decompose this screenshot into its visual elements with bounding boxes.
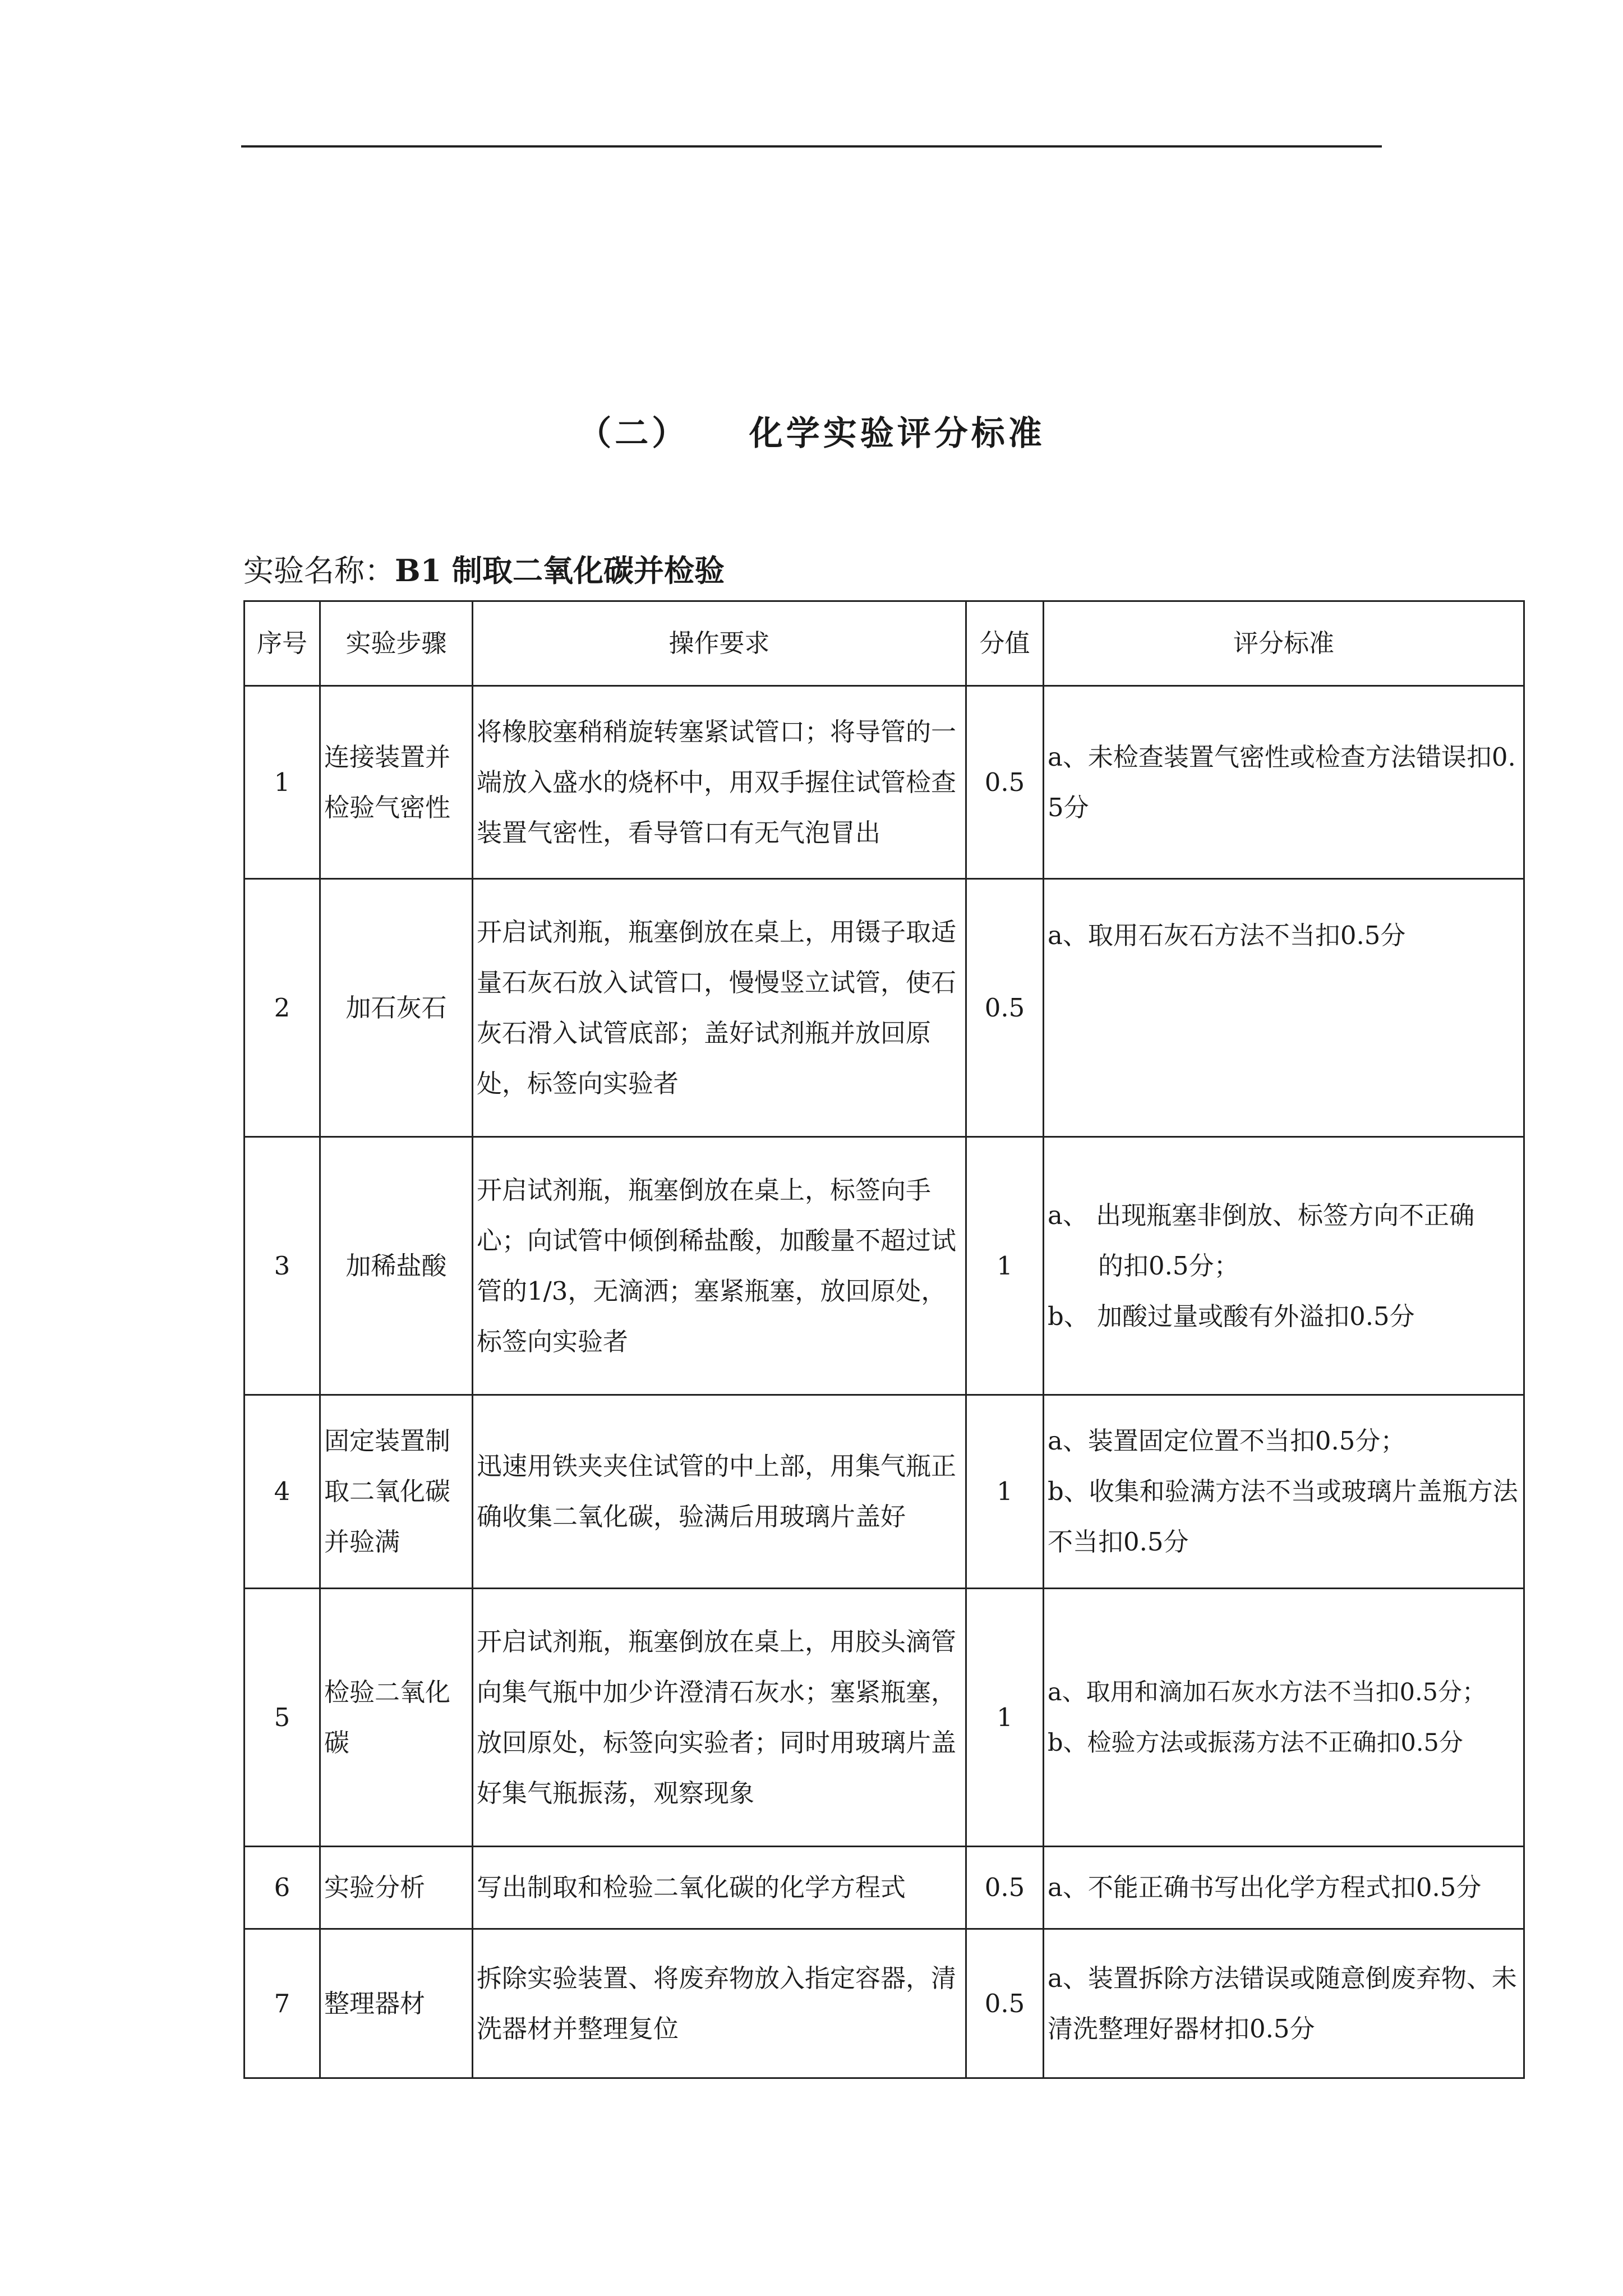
experiment-name-line [243, 547, 725, 590]
row-points: 0.5 [966, 1929, 1044, 2078]
row-criteria [1044, 1395, 1524, 1589]
criteria-line: a、装置固定位置不当扣0.5分； [1048, 1426, 1406, 1456]
row-requirement: 拆除实验装置、将废弃物放入指定容器，清洗器材并整理复位 [473, 1929, 966, 2078]
row-step: 固定装置制取二氧化碳并验满 [320, 1395, 473, 1589]
row-criteria [1044, 1589, 1524, 1847]
criteria-line: a、取用和滴加石灰水方法不当扣0.5分； [1048, 1678, 1487, 1706]
row-points: 0.5 [966, 686, 1044, 879]
table-row [245, 1589, 1524, 1847]
criteria-line: a、未检查装置气密性或检查方法错误扣0.5分 [1048, 742, 1516, 822]
row-requirement: 将橡胶塞稍稍旋转塞紧试管口；将导管的一端放入盛水的烧杯中，用双手握住试管检查装置气密性，看导管口有无气泡冒出 [473, 686, 966, 879]
row-step: 加稀盐酸 [320, 1137, 473, 1395]
row-points: 0.5 [966, 1847, 1044, 1929]
table-row [245, 1847, 1524, 1929]
row-seq: 5 [245, 1589, 320, 1847]
row-seq: 3 [245, 1137, 320, 1395]
criteria-line: b、 加酸过量或酸有外溢扣0.5分 [1048, 1301, 1415, 1331]
row-criteria [1044, 879, 1524, 1137]
header-seq: 序号 [245, 601, 320, 686]
criteria-line: b、收集和验满方法不当或玻璃片盖瓶方法不当扣0.5分 [1048, 1476, 1518, 1557]
row-requirement: 开启试剂瓶，瓶塞倒放在桌上，用胶头滴管向集气瓶中加少许澄清石灰水；塞紧瓶塞，放回原处，标签向实验者；同时用玻璃片盖好集气瓶振荡，观察现象 [473, 1589, 966, 1847]
row-criteria [1044, 1847, 1524, 1929]
row-points: 1 [966, 1589, 1044, 1847]
row-seq: 6 [245, 1847, 320, 1929]
row-points: 1 [966, 1395, 1044, 1589]
row-step: 检验二氧化碳 [320, 1589, 473, 1847]
row-points: 0.5 [966, 879, 1044, 1137]
table-row [245, 879, 1524, 1137]
header-points: 分值 [966, 601, 1044, 686]
experiment-label: 实验名称： [243, 553, 395, 588]
row-step: 实验分析 [320, 1847, 473, 1929]
criteria-line-continued: 的扣0.5分； [1098, 1250, 1239, 1281]
table-row [245, 686, 1524, 879]
criteria-line: a、装置拆除方法错误或随意倒废弃物、未清洗整理好器材扣0.5分 [1048, 1963, 1517, 2044]
row-requirement: 迅速用铁夹夹住试管的中上部，用集气瓶正确收集二氧化碳，验满后用玻璃片盖好 [473, 1395, 966, 1589]
row-seq: 1 [245, 686, 320, 879]
row-step: 连接装置并检验气密性 [320, 686, 473, 879]
scoring-table [243, 600, 1525, 2079]
section-title: （二） 化学实验评分标准 [578, 414, 1045, 453]
criteria-line: a、 出现瓶塞非倒放、标签方向不正确 [1048, 1200, 1475, 1230]
header-criteria: 评分标准 [1044, 601, 1524, 686]
row-requirement: 开启试剂瓶，瓶塞倒放在桌上，用镊子取适量石灰石放入试管口，慢慢竖立试管，使石灰石滑入试管底部；盖好试剂瓶并放回原处，标签向实验者 [473, 879, 966, 1137]
header-step: 实验步骤 [320, 601, 473, 686]
header-requirement: 操作要求 [473, 601, 966, 686]
row-points: 1 [966, 1137, 1044, 1395]
row-step: 加石灰石 [320, 879, 473, 1137]
row-seq: 4 [245, 1395, 320, 1589]
row-step: 整理器材 [320, 1929, 473, 2078]
row-requirement: 写出制取和检验二氧化碳的化学方程式 [473, 1847, 966, 1929]
table-row [245, 1137, 1524, 1395]
criteria-line: a、不能正确书写出化学方程式扣0.5分 [1048, 1872, 1482, 1902]
criteria-line: b、检验方法或振荡方法不正确扣0.5分 [1048, 1728, 1463, 1757]
experiment-name: B1 制取二氧化碳并检验 [395, 553, 725, 588]
criteria-line: a、取用石灰石方法不当扣0.5分 [1048, 921, 1406, 950]
row-requirement: 开启试剂瓶，瓶塞倒放在桌上，标签向手心；向试管中倾倒稀盐酸，加酸量不超过试管的1/3，无滴洒；塞紧瓶塞，放回原处，标签向实验者 [473, 1137, 966, 1395]
header-rule [241, 145, 1382, 148]
row-seq: 7 [245, 1929, 320, 2078]
row-criteria [1044, 686, 1524, 879]
table-row [245, 1395, 1524, 1589]
table-row [245, 1929, 1524, 2078]
criteria-line [1048, 1241, 1520, 1291]
row-criteria [1044, 1137, 1524, 1395]
row-criteria [1044, 1929, 1524, 2078]
row-seq: 2 [245, 879, 320, 1137]
table-header-row [245, 601, 1524, 686]
